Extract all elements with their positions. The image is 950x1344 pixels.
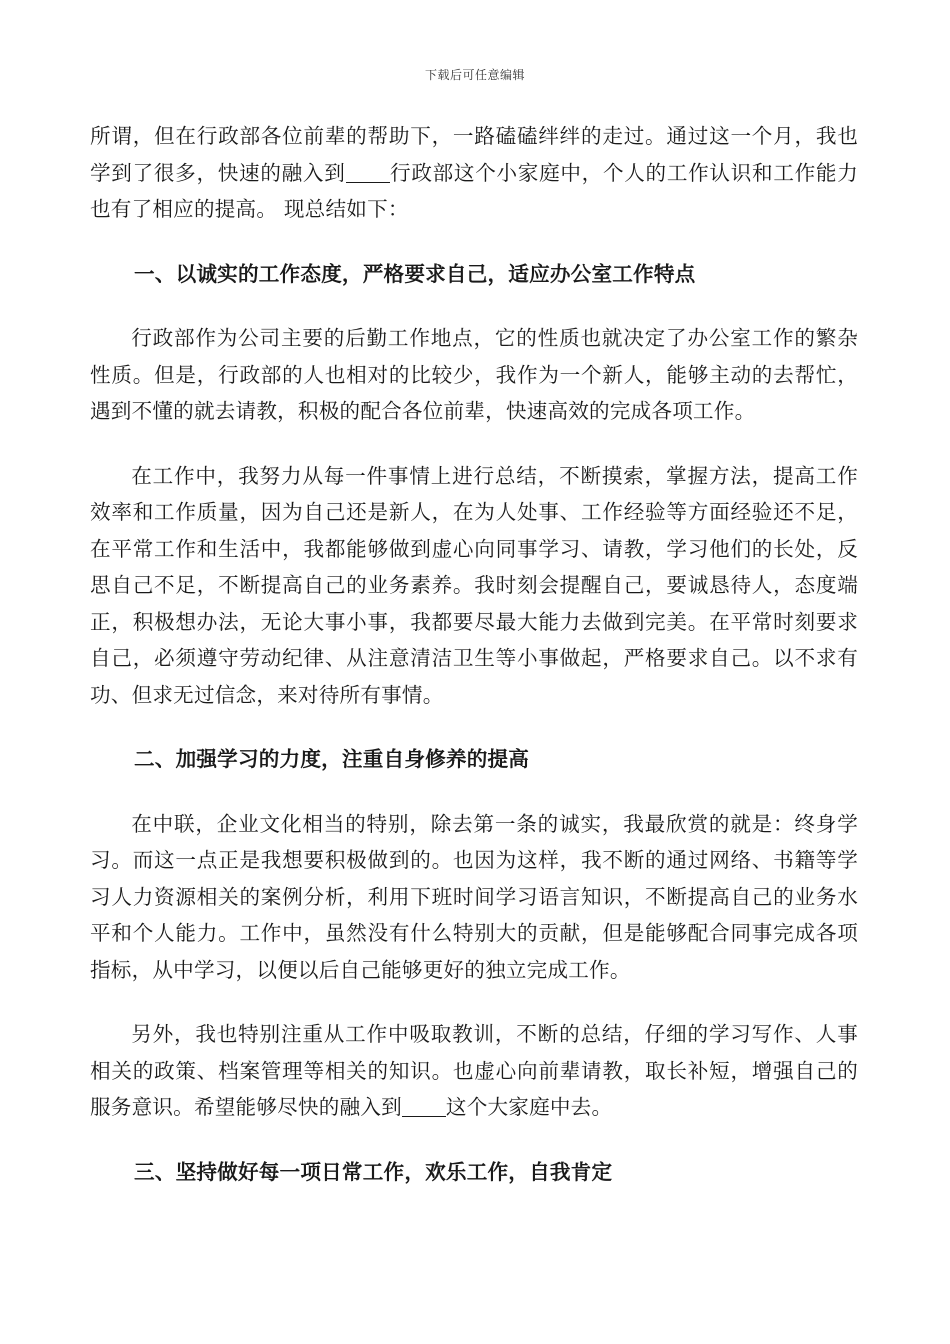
fill-blank (346, 161, 390, 183)
paragraph-1: 行政部作为公司主要的后勤工作地点，它的性质也就决定了办公室工作的繁杂性质。但是，行政部的人也相对的比较少，我作为一个新人，能够主动的去帮忙，遇到不懂的就去请教，积极的配合各位前辈，快速高效的完成各项工作。 (90, 326, 858, 423)
document-body (90, 118, 858, 1190)
page-header: 下载后可任意编辑 (424, 68, 525, 82)
section-heading-2: 二、加强学习的力度，注重自身修养的提高 (134, 747, 530, 771)
paragraph-4 (90, 1016, 858, 1126)
paragraph-4-text-part-2: 这个大家庭中去。 (445, 1095, 613, 1119)
paragraph-4-text-part-1: 另外，我也特别注重从工作中吸取教训，不断的总结，仔细的学习写作、人事相关的政策、档案管理等相关的知识。也虚心向前辈请教，取长补短，增强自己的服务意识。希望能够尽快的融入到 (90, 1022, 858, 1119)
fill-blank (402, 1095, 446, 1117)
paragraph-2: 在工作中，我努力从每一件事情上进行总结，不断摸索，掌握方法，提高工作效率和工作质量，因为自己还是新人，在为人处事、工作经验等方面经验还不足，在平常工作和生活中，我都能够做到虚心向同事学习、请教，学习他们的长处，反思自己不足，不断提高自己的业务素养。我时刻会提醒自己，要诚恳待人，态度端正，积极想办法，无论大事小事，我都要尽最大能力去做到完美。在平常时刻要求自己，必须遵守劳动纪律、从注意清洁卫生等小事做起，严格要求自己。以不求有功、但求无过信念，来对待所有事情。 (90, 463, 858, 707)
intro-paragraph (90, 118, 858, 228)
intro-text-part-1: 所谓，但在行政部各位前辈的帮助下，一路磕磕绊绊的走过。通过这一个月，我也学到了很多，快速的融入到 (90, 124, 858, 185)
paragraph-3: 在中联，企业文化相当的特别，除去第一条的诚实，我最欣赏的就是：终身学习。而这一点正是我想要积极做到的。也因为这样，我不断的通过网络、书籍等学习人力资源相关的案例分析，利用下班时间学习语言知识，不断提高自己的业务水平和个人能力。工作中，虽然没有什么特别大的贡献，但是能够配合同事完成各项指标，从中学习，以便以后自己能够更好的独立完成工作。 (90, 811, 858, 982)
section-heading-1: 一、以诚实的工作态度，严格要求自己，适应办公室工作特点 (134, 261, 696, 286)
intro-text-part-2: 行政部这个小家庭中，个人的工作认识和工作能力也有了相应的提高。 现总结如下： (90, 160, 858, 221)
section-heading-3: 三、坚持做好每一项日常工作，欢乐工作，自我肯定 (134, 1159, 613, 1184)
